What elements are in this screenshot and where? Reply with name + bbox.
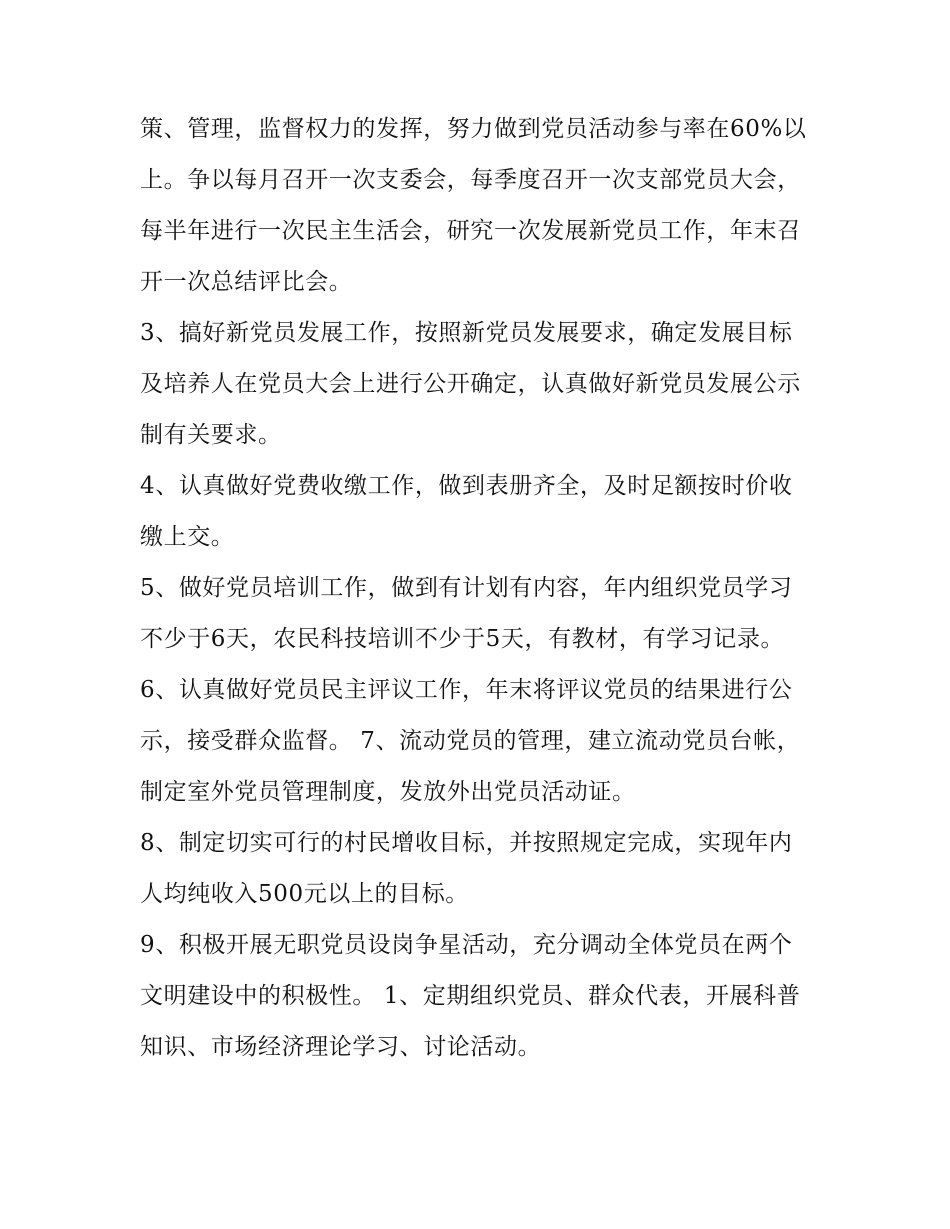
paragraph-meeting-schedule: 策、管理，监督权力的发挥，努力做到党员活动参与率在60%以上。争以每月召开一次支委会，每季度召开一次支部党员大会，每半年进行一次民主生活会，研究一次发展新党员工作，年末召开一次总结评比会。 [140,116,807,295]
paragraph-item-9: 9、积极开展无职党员设岗争星活动，充分调动全体党员在两个文明建设中的积极性。 1、定期组织党员、群众代表，开展科普知识、市场经济理论学习、讨论活动。 [140,932,801,1060]
paragraph-item-5: 5、做好党员培训工作，做到有计划有内容，年内组织党员学习不少于6天，农民科技培训不少于5天，有教材，有学习记录。 [140,575,793,652]
paragraph-item-3: 3、搞好新党员发展工作，按照新党员发展要求，确定发展目标及培养人在党员大会上进行公开确定，认真做好新党员发展公示制有关要求。 [140,320,801,448]
paragraph-item-6-7: 6、认真做好党员民主评议工作，年末将评议党员的结果进行公示，接受群众监督。 7、流动党员的管理，建立流动党员台帐，制定室外党员管理制度，发放外出党员活动证。 [140,677,801,805]
paragraph-item-8: 8、制定切实可行的村民增收目标，并按照规定完成，实现年内人均纯收入500元以上的目标。 [140,830,793,907]
document-body [140,104,815,1073]
paragraph-item-4: 4、认真做好党费收缴工作，做到表册齐全，及时足额按时价收缴上交。 [140,473,793,550]
